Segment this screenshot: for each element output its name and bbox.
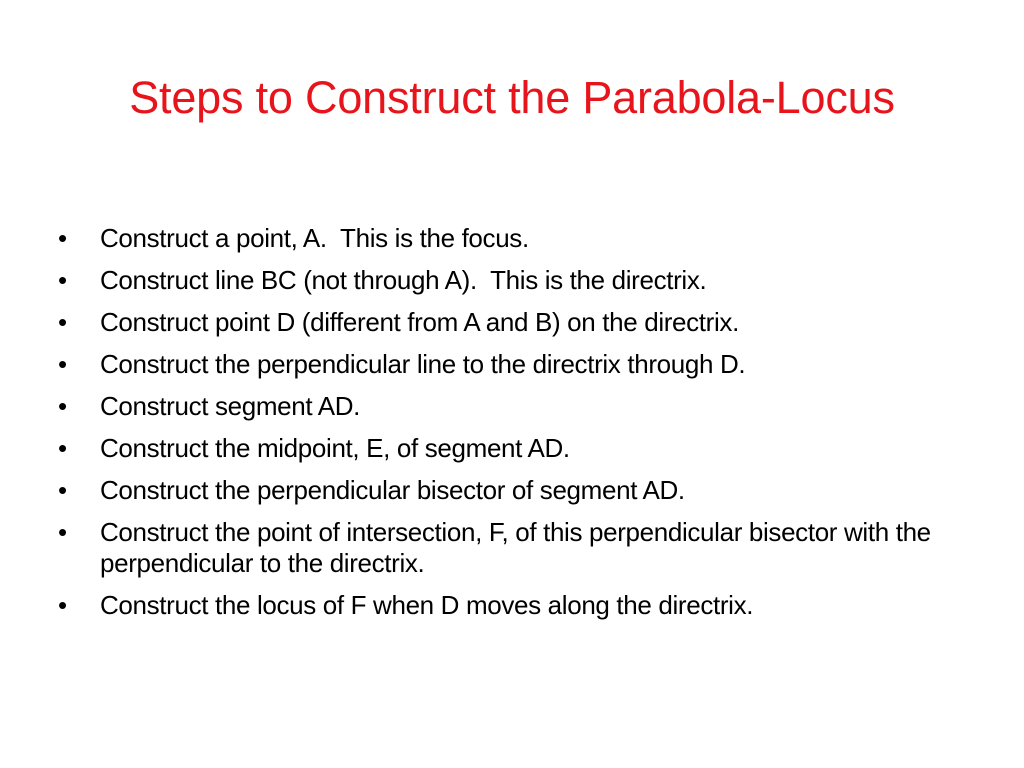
bullet-icon: • [58, 517, 68, 547]
bullet-text: Construct point D (different from A and B) on the directrix. [100, 307, 739, 337]
bullet-icon: • [58, 475, 68, 505]
bullet-text: Construct the midpoint, E, of segment AD. [100, 433, 570, 463]
bullet-icon: • [58, 307, 68, 337]
bullet-text: Construct the perpendicular line to the directrix through D. [100, 349, 746, 379]
list-item [58, 590, 978, 621]
list-item [58, 223, 978, 254]
bullet-icon: • [58, 590, 68, 620]
list-item [58, 391, 978, 422]
list-item [58, 433, 978, 464]
list-item [58, 349, 978, 380]
list-item [58, 265, 978, 296]
bullet-icon: • [58, 433, 68, 463]
slide-title: Steps to Construct the Parabola-Locus [129, 72, 895, 123]
bullet-icon: • [58, 349, 68, 379]
bullet-text: Construct the perpendicular bisector of segment AD. [100, 475, 685, 505]
bullet-icon: • [58, 265, 68, 295]
list-item [58, 307, 978, 338]
bullet-text: Construct the point of intersection, F, of this perpendicular bisector with the perpendicular to the directrix. [100, 517, 938, 578]
bullet-icon: • [58, 223, 68, 253]
list-item [58, 517, 978, 579]
bullet-text: Construct segment AD. [100, 391, 360, 421]
bullet-text: Construct a point, A. This is the focus. [100, 223, 529, 253]
bullet-text: Construct line BC (not through A). This is the directrix. [100, 265, 707, 295]
bullet-icon: • [58, 391, 68, 421]
bullet-text: Construct the locus of F when D moves along the directrix. [100, 590, 754, 620]
bullet-list [58, 223, 978, 632]
list-item [58, 475, 978, 506]
